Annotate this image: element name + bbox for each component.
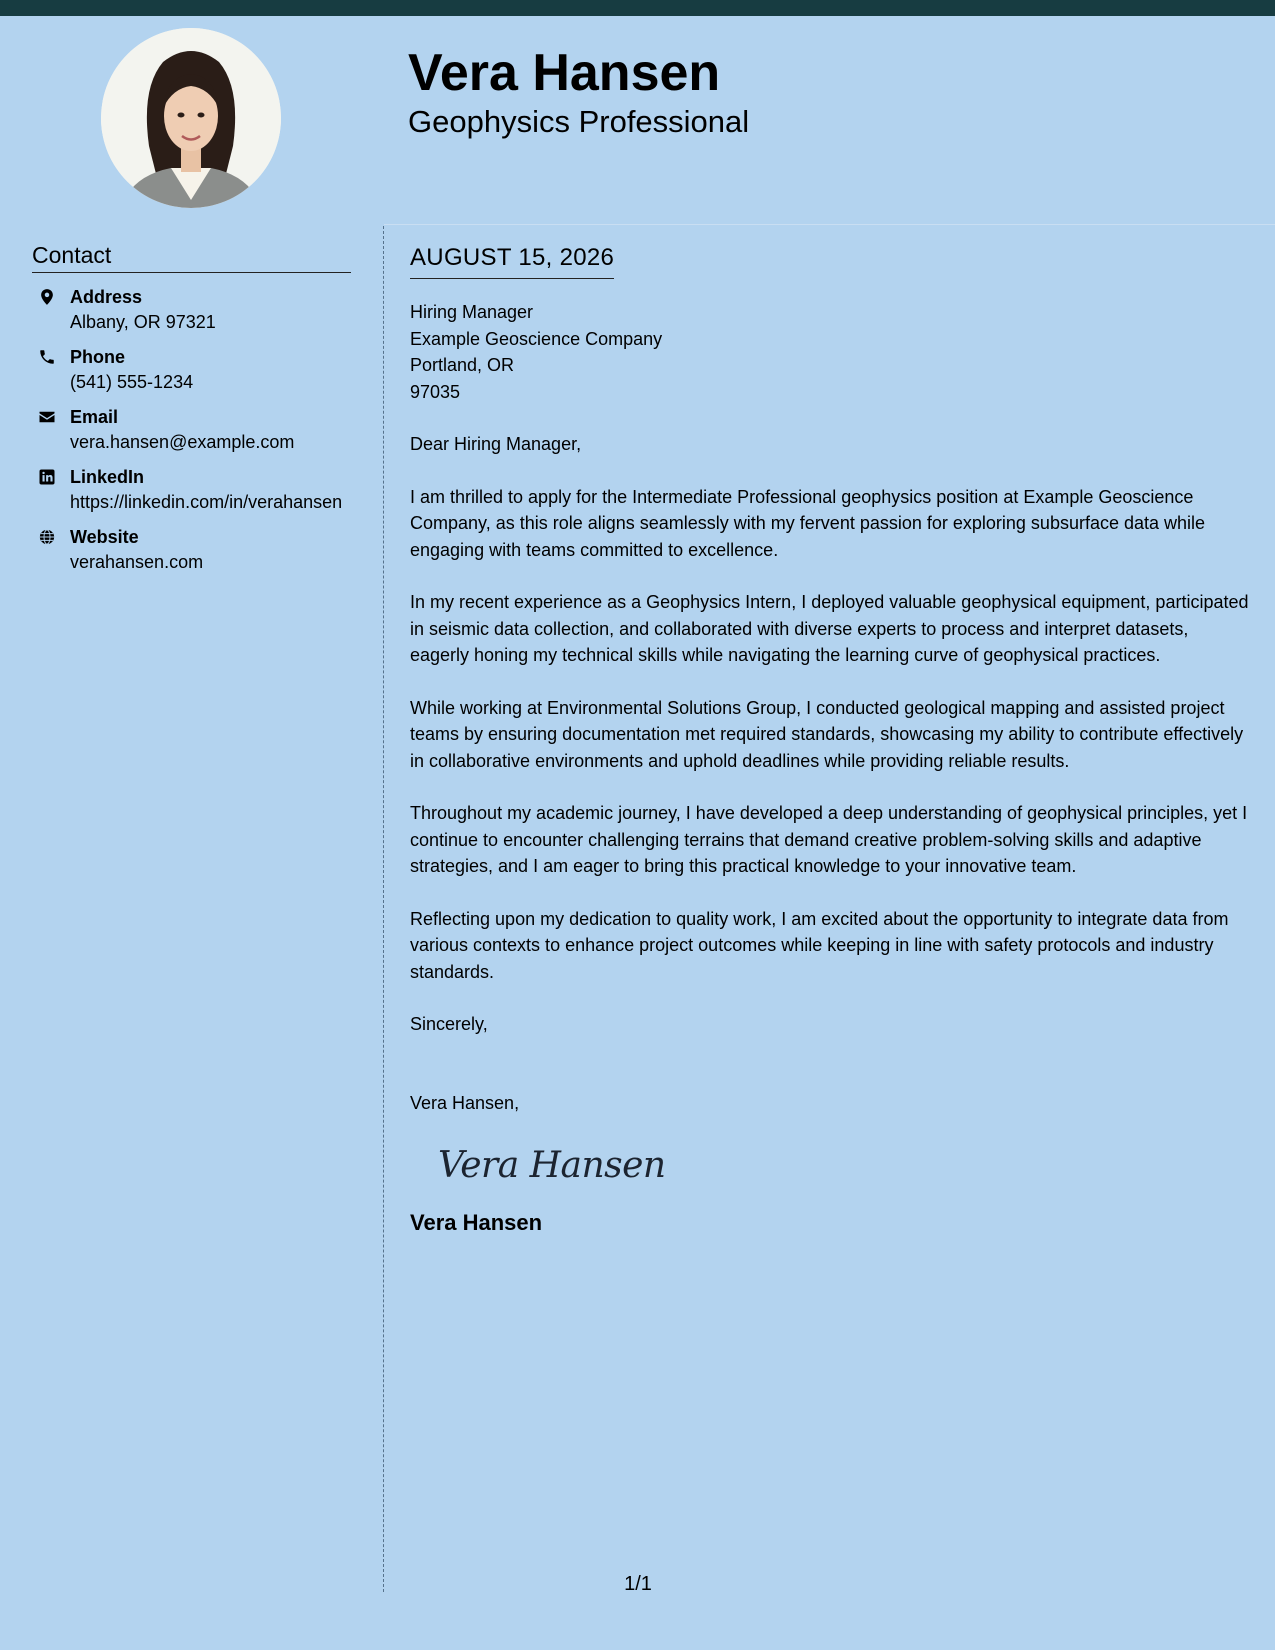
email-link[interactable]: vera.hansen@example.com: [70, 432, 295, 452]
page-number: 1/1: [624, 1573, 652, 1595]
signed-name: Vera Hansen: [410, 1210, 543, 1235]
recipient-line: Example Geoscience Company: [410, 328, 663, 349]
contact-heading: Contact: [32, 240, 351, 273]
letter-date: AUGUST 15, 2026: [410, 242, 614, 279]
contact-label: Website: [70, 527, 139, 547]
recipient-line: Portland, OR: [410, 355, 515, 375]
body-paragraph: While working at Environmental Solutions Group, I conducted geological mapping and assisted project teams by ensuring documentation met required standards, showcasing my ability to contribute effectively in collaborative environments and uphold deadlines while providing reliable results.: [410, 697, 1244, 771]
closing: Sincerely,: [410, 1014, 488, 1034]
applicant-name: Vera Hansen: [408, 44, 721, 102]
contact-item-phone: [32, 345, 351, 394]
contact-item-linkedin: [32, 465, 351, 514]
avatar-photo: [101, 28, 281, 208]
contact-label: LinkedIn: [70, 467, 145, 487]
contact-item-address: [32, 285, 351, 334]
linkedin-link[interactable]: https://linkedin.com/in/verahansen: [70, 492, 343, 512]
applicant-title: Geophysics Professional: [408, 104, 750, 139]
contact-item-email: [32, 405, 351, 454]
contact-item-website: [32, 525, 351, 574]
salutation: Dear Hiring Manager,: [410, 434, 582, 454]
signoff-name: Vera Hansen,: [410, 1092, 520, 1113]
linkedin-icon: [35, 466, 59, 488]
cover-letter: [410, 242, 1250, 1238]
recipient-block: [410, 299, 1250, 405]
body-paragraph: I am thrilled to apply for the Intermediate Professional geophysics position at Example Geoscience Company, as this role aligns seamlessly with my fervent passion for exploring subsurface data while engaging with teams committed to excellence.: [410, 486, 1206, 560]
contact-label: Email: [70, 407, 119, 427]
header-divider: [384, 224, 1275, 225]
contact-sidebar: [32, 240, 351, 585]
phone-icon: [35, 346, 59, 368]
recipient-line: 97035: [410, 381, 461, 402]
body-paragraph: Throughout my academic journey, I have developed a deep understanding of geophysical principles, yet I continue to encounter challenging terrains that demand creative problem-solving skills and adaptive strategies, and I am eager to bring this practical knowledge to your innovative team.: [410, 803, 1248, 876]
top-accent-bar: [0, 0, 1275, 16]
column-divider: [383, 226, 384, 1592]
body-paragraph: In my recent experience as a Geophysics Intern, I deployed valuable geophysical equipment, participated in seismic data collection, and collaborated with diverse experts to process and interpret datasets, eagerly honing my technical skills while navigating the learning curve of geophysical practices.: [410, 592, 1249, 665]
envelope-icon: [35, 406, 59, 428]
contact-label: Address: [70, 287, 143, 307]
contact-label: Phone: [70, 347, 126, 367]
address-value: Albany, OR 97321: [70, 312, 216, 332]
website-link[interactable]: verahansen.com: [70, 552, 204, 572]
body-paragraph: Reflecting upon my dedication to quality work, I am excited about the opportunity to integrate data from various contexts to enhance project outcomes while keeping in line with safety protocols and industry standards.: [410, 908, 1229, 982]
signature: Vera Hansen: [438, 1145, 666, 1186]
globe-icon: [35, 526, 59, 548]
recipient-line: Hiring Manager: [410, 302, 534, 322]
avatar: [101, 28, 281, 208]
phone-value: (541) 555-1234: [70, 372, 194, 392]
map-pin-icon: [35, 286, 59, 308]
